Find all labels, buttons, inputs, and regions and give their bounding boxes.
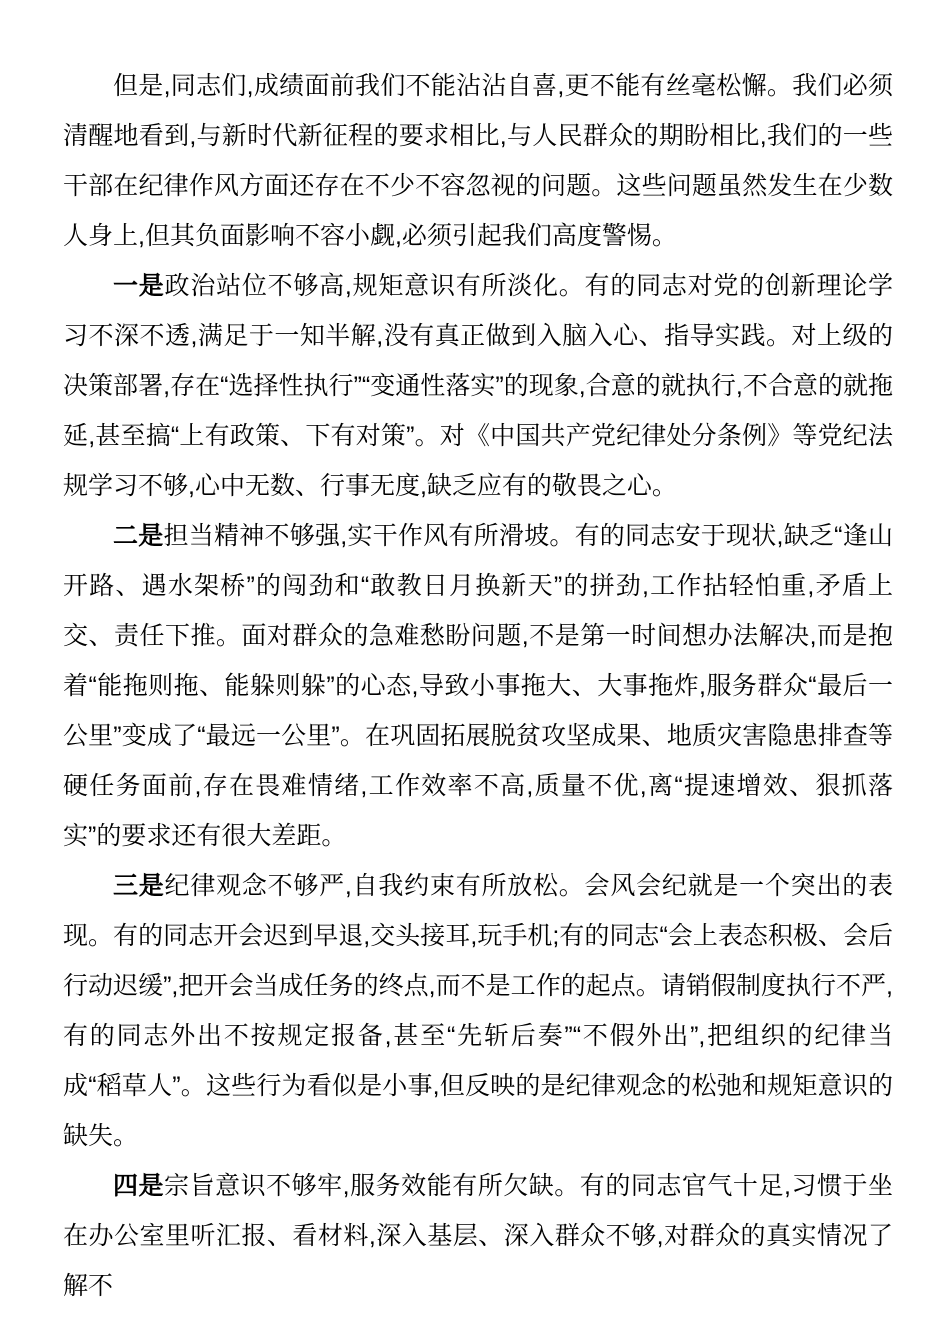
paragraph-point-2-text: 担当精神不够强,实干作风有所滑坡。有的同志安于现状,缺乏“逢山开路、遇水架桥”的闯劲和“敢教日月换新天”的拼劲,工作拈轻怕重,矛盾上交、责任下推。面对群众的急难愁盼问题,不是第一时间想办法解决,而是抱着“能拖则拖、能躲则躲”的心态,导致小事拖大、大事拖炸,服务群众“最后一公里”变成了“最远一公里”。在巩固拓展脱贫攻坚成果、地质灾害隐患排查等硬任务面前,存在畏难情绪,工作效率不高,质量不优,离“提速增效、狠抓落实”的要求还有很大差距。 bbox=[63, 522, 893, 850]
paragraph-point-4-lead: 四是 bbox=[113, 1172, 165, 1200]
paragraph-point-4-text: 宗旨意识不够牢,服务效能有所欠缺。有的同志官气十足,习惯于坐在办公室里听汇报、看材料,深入基层、深入群众不够,对群众的真实情况了解不 bbox=[63, 1172, 893, 1300]
paragraph-point-3-text: 纪律观念不够严,自我约束有所放松。会风会纪就是一个突出的表现。有的同志开会迟到早退,交头接耳,玩手机;有的同志“会上表态积极、会后行动迟缓”,把开会当成任务的终点,而不是工作的起点。请销假制度执行不严,有的同志外出不按规定报备,甚至“先斩后奏”“不假外出”,把组织的纪律当成“稻草人”。这些行为看似是小事,但反映的是纪律观念的松弛和规矩意识的缺失。 bbox=[63, 872, 893, 1150]
paragraph-intro-text: 但是,同志们,成绩面前我们不能沾沾自喜,更不能有丝毫松懈。我们必须清醒地看到,与新时代新征程的要求相比,与人民群众的期盼相比,我们的一些干部在纪律作风方面还存在不少不容忽视的问题。这些问题虽然发生在少数人身上,但其负面影响不容小觑,必须引起我们高度警惕。 bbox=[63, 72, 893, 250]
paragraph-point-1-text: 政治站位不够高,规矩意识有所淡化。有的同志对党的创新理论学习不深不透,满足于一知半解,没有真正做到入脑入心、指导实践。对上级的决策部署,存在“选择性执行”“变通性落实”的现象,合意的就执行,不合意的就拖延,甚至搞“上有政策、下有对策”。对《中国共产党纪律处分条例》等党纪法规学习不够,心中无数、行事无度,缺乏应有的敬畏之心。 bbox=[63, 272, 893, 500]
paragraph-point-1 bbox=[63, 261, 893, 511]
paragraph-point-3 bbox=[63, 861, 893, 1161]
paragraph-point-2-lead: 二是 bbox=[113, 522, 164, 550]
paragraph-intro bbox=[63, 61, 893, 261]
paragraph-point-4 bbox=[63, 1161, 893, 1311]
paragraph-point-2 bbox=[63, 511, 893, 861]
paragraph-point-3-lead: 三是 bbox=[113, 872, 165, 900]
paragraph-point-1-lead: 一是 bbox=[113, 272, 165, 300]
